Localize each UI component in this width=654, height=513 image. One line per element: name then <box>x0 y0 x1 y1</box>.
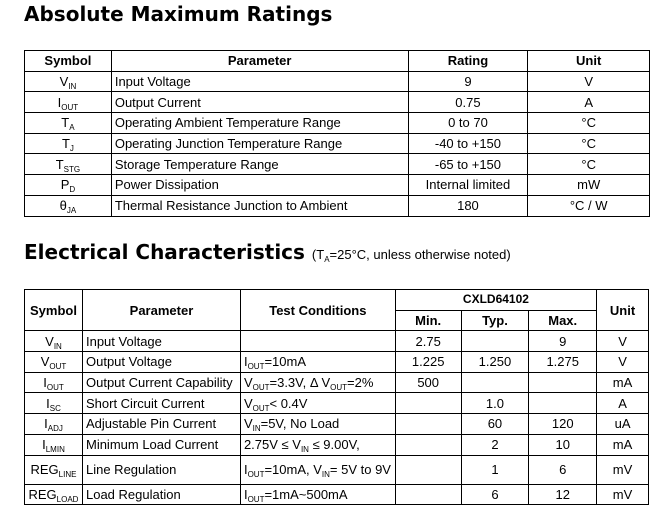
elec-unit-cell: mV <box>597 484 649 505</box>
elec-min-cell: 2.75 <box>395 331 461 352</box>
absolute-max-ratings-title: Absolute Maximum Ratings <box>24 2 333 26</box>
symbol-subscript: LINE <box>58 470 77 479</box>
elec-table-row <box>25 414 649 435</box>
elec-table-row <box>25 434 649 455</box>
elec-symbol-cell <box>25 372 83 393</box>
elec-condition-cell <box>240 414 395 435</box>
electrical-characteristics-heading: Electrical Characteristics <box>24 240 305 264</box>
elec-max-cell: 120 <box>529 414 597 435</box>
symbol-base: REG <box>30 462 59 477</box>
condition-text: < 0.4V <box>269 395 308 411</box>
symbol-subscript: OUT <box>61 102 79 112</box>
abs-parameter-cell: Output Current <box>111 92 408 113</box>
elec-header-conditions: Test Conditions <box>240 290 395 331</box>
condition-text: =10mA, V <box>264 461 322 477</box>
condition-text: I <box>243 461 248 477</box>
symbol-subscript: ADJ <box>47 424 63 434</box>
abs-header-row <box>25 51 650 72</box>
condition-subscript: OUT <box>330 383 348 393</box>
abs-parameter-cell: Storage Temperature Range <box>111 154 408 175</box>
symbol-base: REG <box>28 486 57 502</box>
abs-unit-cell: V <box>528 71 650 92</box>
condition-subscript: IN <box>252 424 261 434</box>
elec-symbol-cell <box>25 484 83 505</box>
abs-symbol-cell <box>25 154 112 175</box>
elec-header-parameter: Parameter <box>82 290 240 331</box>
condition-subscript: OUT <box>247 494 265 504</box>
elec-header-row-1 <box>25 290 649 311</box>
symbol-base: I <box>42 437 46 453</box>
elec-condition-cell <box>240 455 395 484</box>
elec-parameter-cell: Short Circuit Current <box>82 393 240 414</box>
abs-symbol-cell <box>25 71 112 92</box>
condition-text: V <box>243 375 253 391</box>
elec-symbol-cell <box>25 393 83 414</box>
abs-unit-cell: °C / W <box>528 195 650 216</box>
elec-max-cell: 1.275 <box>529 352 597 373</box>
abs-unit-cell: °C <box>528 133 650 154</box>
abs-parameter-cell: Thermal Resistance Junction to Ambient <box>111 195 408 216</box>
symbol-subscript: OUT <box>46 383 64 393</box>
elec-unit-cell: mA <box>597 434 649 455</box>
condition-text: 2.75V ≤ V <box>243 437 301 453</box>
elec-max-cell <box>529 372 597 393</box>
elec-condition-cell <box>240 372 395 393</box>
condition-subscript: IN <box>300 445 309 455</box>
elec-unit-cell: uA <box>597 414 649 435</box>
elec-parameter-cell: Adjustable Pin Current <box>82 414 240 435</box>
symbol-base: I <box>43 375 47 391</box>
elec-typ-cell: 1.250 <box>461 352 529 373</box>
symbol-base: T <box>61 115 70 131</box>
elec-condition-cell <box>240 484 395 505</box>
condition-subscript: OUT <box>247 362 265 372</box>
abs-rating-cell: 0 to 70 <box>408 113 528 134</box>
abs-unit-cell: °C <box>528 113 650 134</box>
abs-unit-cell: mW <box>528 175 650 196</box>
abs-table-row <box>25 195 650 216</box>
elec-parameter-cell: Input Voltage <box>82 331 240 352</box>
elec-symbol-cell <box>25 434 83 455</box>
symbol-base: I <box>46 395 50 411</box>
elec-typ-cell: 1.0 <box>461 393 529 414</box>
elec-symbol-cell <box>25 352 83 373</box>
symbol-base: P <box>60 177 70 193</box>
condition-text: =3.3V, Δ V <box>269 375 331 391</box>
symbol-subscript: LMIN <box>45 445 65 455</box>
symbol-subscript: A <box>69 123 75 133</box>
abs-unit-cell: °C <box>528 154 650 175</box>
condition-text: =5V, No Load <box>260 416 340 432</box>
symbol-base: θ <box>59 198 67 214</box>
elec-unit-cell: mV <box>597 455 649 484</box>
condition-text: ≤ 9.00V, <box>308 437 360 453</box>
elec-condition-cell <box>240 434 395 455</box>
elec-unit-cell: mA <box>597 372 649 393</box>
elec-min-cell <box>395 393 461 414</box>
elec-table-row <box>25 484 649 505</box>
elec-typ-cell: 6 <box>461 484 529 505</box>
abs-rating-cell: 180 <box>408 195 528 216</box>
elec-table-row <box>25 372 649 393</box>
elec-condition-cell <box>240 331 395 352</box>
elec-parameter-cell: Output Voltage <box>82 352 240 373</box>
elec-parameter-cell: Output Current Capability <box>82 372 240 393</box>
abs-unit-cell: A <box>528 92 650 113</box>
symbol-subscript: D <box>69 185 76 195</box>
elec-typ-cell: 60 <box>461 414 529 435</box>
elec-table-row <box>25 455 649 484</box>
symbol-base: I <box>57 94 62 110</box>
elec-min-cell <box>395 414 461 435</box>
abs-parameter-cell: Operating Ambient Temperature Range <box>111 113 408 134</box>
condition-text: =2% <box>347 375 374 391</box>
symbol-base: T <box>55 156 64 172</box>
abs-header-unit: Unit <box>528 51 650 72</box>
elec-header-max: Max. <box>529 310 597 331</box>
elec-header-typ: Typ. <box>461 310 529 331</box>
elec-condition-cell <box>240 352 395 373</box>
abs-rating-cell: 9 <box>408 71 528 92</box>
abs-parameter-cell: Power Dissipation <box>111 175 408 196</box>
elec-header-device: CXLD64102 <box>395 290 596 311</box>
condition-text: =1mA~500mA <box>264 486 348 502</box>
abs-table-row <box>25 175 650 196</box>
elec-parameter-cell: Line Regulation <box>82 455 240 484</box>
elec-table-row <box>25 393 649 414</box>
abs-table-row <box>25 133 650 154</box>
test-condition-note: ($T_A=25^\circ C$, unless otherwise noted) <box>311 247 511 264</box>
elec-typ-cell <box>461 331 529 352</box>
symbol-base: V <box>40 354 50 370</box>
abs-rating-cell: Internal limited <box>408 175 528 196</box>
abs-table-row <box>25 154 650 175</box>
elec-max-cell: 9 <box>529 331 597 352</box>
symbol-subscript: LOAD <box>56 494 79 504</box>
symbol-subscript: OUT <box>49 362 67 372</box>
elec-max-cell: 12 <box>529 484 597 505</box>
condition-text: I <box>243 486 248 502</box>
abs-table-row <box>25 113 650 134</box>
elec-header-symbol: Symbol <box>25 290 83 331</box>
electrical-characteristics-title <box>24 240 511 264</box>
elec-typ-cell: 2 <box>461 434 529 455</box>
condition-text: = 5V to 9V <box>329 461 391 477</box>
elec-condition-cell <box>240 393 395 414</box>
elec-min-cell <box>395 434 461 455</box>
symbol-subscript: STG <box>63 164 81 174</box>
elec-table-row <box>25 352 649 373</box>
elec-min-cell: 500 <box>395 372 461 393</box>
abs-header-symbol: Symbol <box>25 51 112 72</box>
elec-unit-cell: A <box>597 393 649 414</box>
elec-min-cell <box>395 455 461 484</box>
elec-typ-cell <box>461 372 529 393</box>
electrical-characteristics-table <box>24 289 649 505</box>
elec-symbol-cell <box>25 331 83 352</box>
elec-symbol-cell <box>25 455 83 484</box>
symbol-base: T <box>61 136 70 152</box>
abs-header-rating: Rating <box>408 51 528 72</box>
elec-parameter-cell: Load Regulation <box>82 484 240 505</box>
elec-typ-cell: 1 <box>461 455 529 484</box>
elec-min-cell: 1.225 <box>395 352 461 373</box>
condition-text: I <box>243 354 248 370</box>
abs-rating-cell: 0.75 <box>408 92 528 113</box>
abs-symbol-cell <box>25 133 112 154</box>
elec-table-row <box>25 331 649 352</box>
symbol-subscript: IN <box>68 82 77 92</box>
abs-rating-cell: -40 to +150 <box>408 133 528 154</box>
symbol-base: V <box>45 333 54 349</box>
abs-table-row <box>25 92 650 113</box>
elec-min-cell <box>395 484 461 505</box>
absolute-max-ratings-table <box>24 50 650 217</box>
abs-header-parameter: Parameter <box>111 51 408 72</box>
symbol-subscript: SC <box>49 403 61 413</box>
symbol-base: I <box>44 416 48 432</box>
condition-subscript: OUT <box>252 403 270 413</box>
elec-header-min: Min. <box>395 310 461 331</box>
elec-max-cell <box>529 393 597 414</box>
elec-symbol-cell <box>25 414 83 435</box>
symbol-subscript: JA <box>66 206 77 216</box>
condition-text: =10mA <box>264 354 307 370</box>
condition-subscript: IN <box>321 469 330 479</box>
symbol-subscript: IN <box>53 341 62 351</box>
abs-parameter-cell: Operating Junction Temperature Range <box>111 133 408 154</box>
condition-text: V <box>243 416 253 432</box>
abs-symbol-cell <box>25 113 112 134</box>
condition-text: V <box>243 395 253 411</box>
elec-header-unit: Unit <box>597 290 649 331</box>
abs-symbol-cell <box>25 92 112 113</box>
abs-table-row <box>25 71 650 92</box>
symbol-base: V <box>59 74 69 90</box>
abs-parameter-cell: Input Voltage <box>111 71 408 92</box>
elec-unit-cell: V <box>597 352 649 373</box>
elec-max-cell: 6 <box>529 455 597 484</box>
abs-symbol-cell <box>25 175 112 196</box>
symbol-subscript: J <box>69 144 74 154</box>
abs-symbol-cell <box>25 195 112 216</box>
elec-parameter-cell: Minimum Load Current <box>82 434 240 455</box>
abs-rating-cell: -65 to +150 <box>408 154 528 175</box>
elec-unit-cell: V <box>597 331 649 352</box>
condition-subscript: OUT <box>252 383 270 393</box>
condition-subscript: OUT <box>247 469 265 479</box>
elec-max-cell: 10 <box>529 434 597 455</box>
